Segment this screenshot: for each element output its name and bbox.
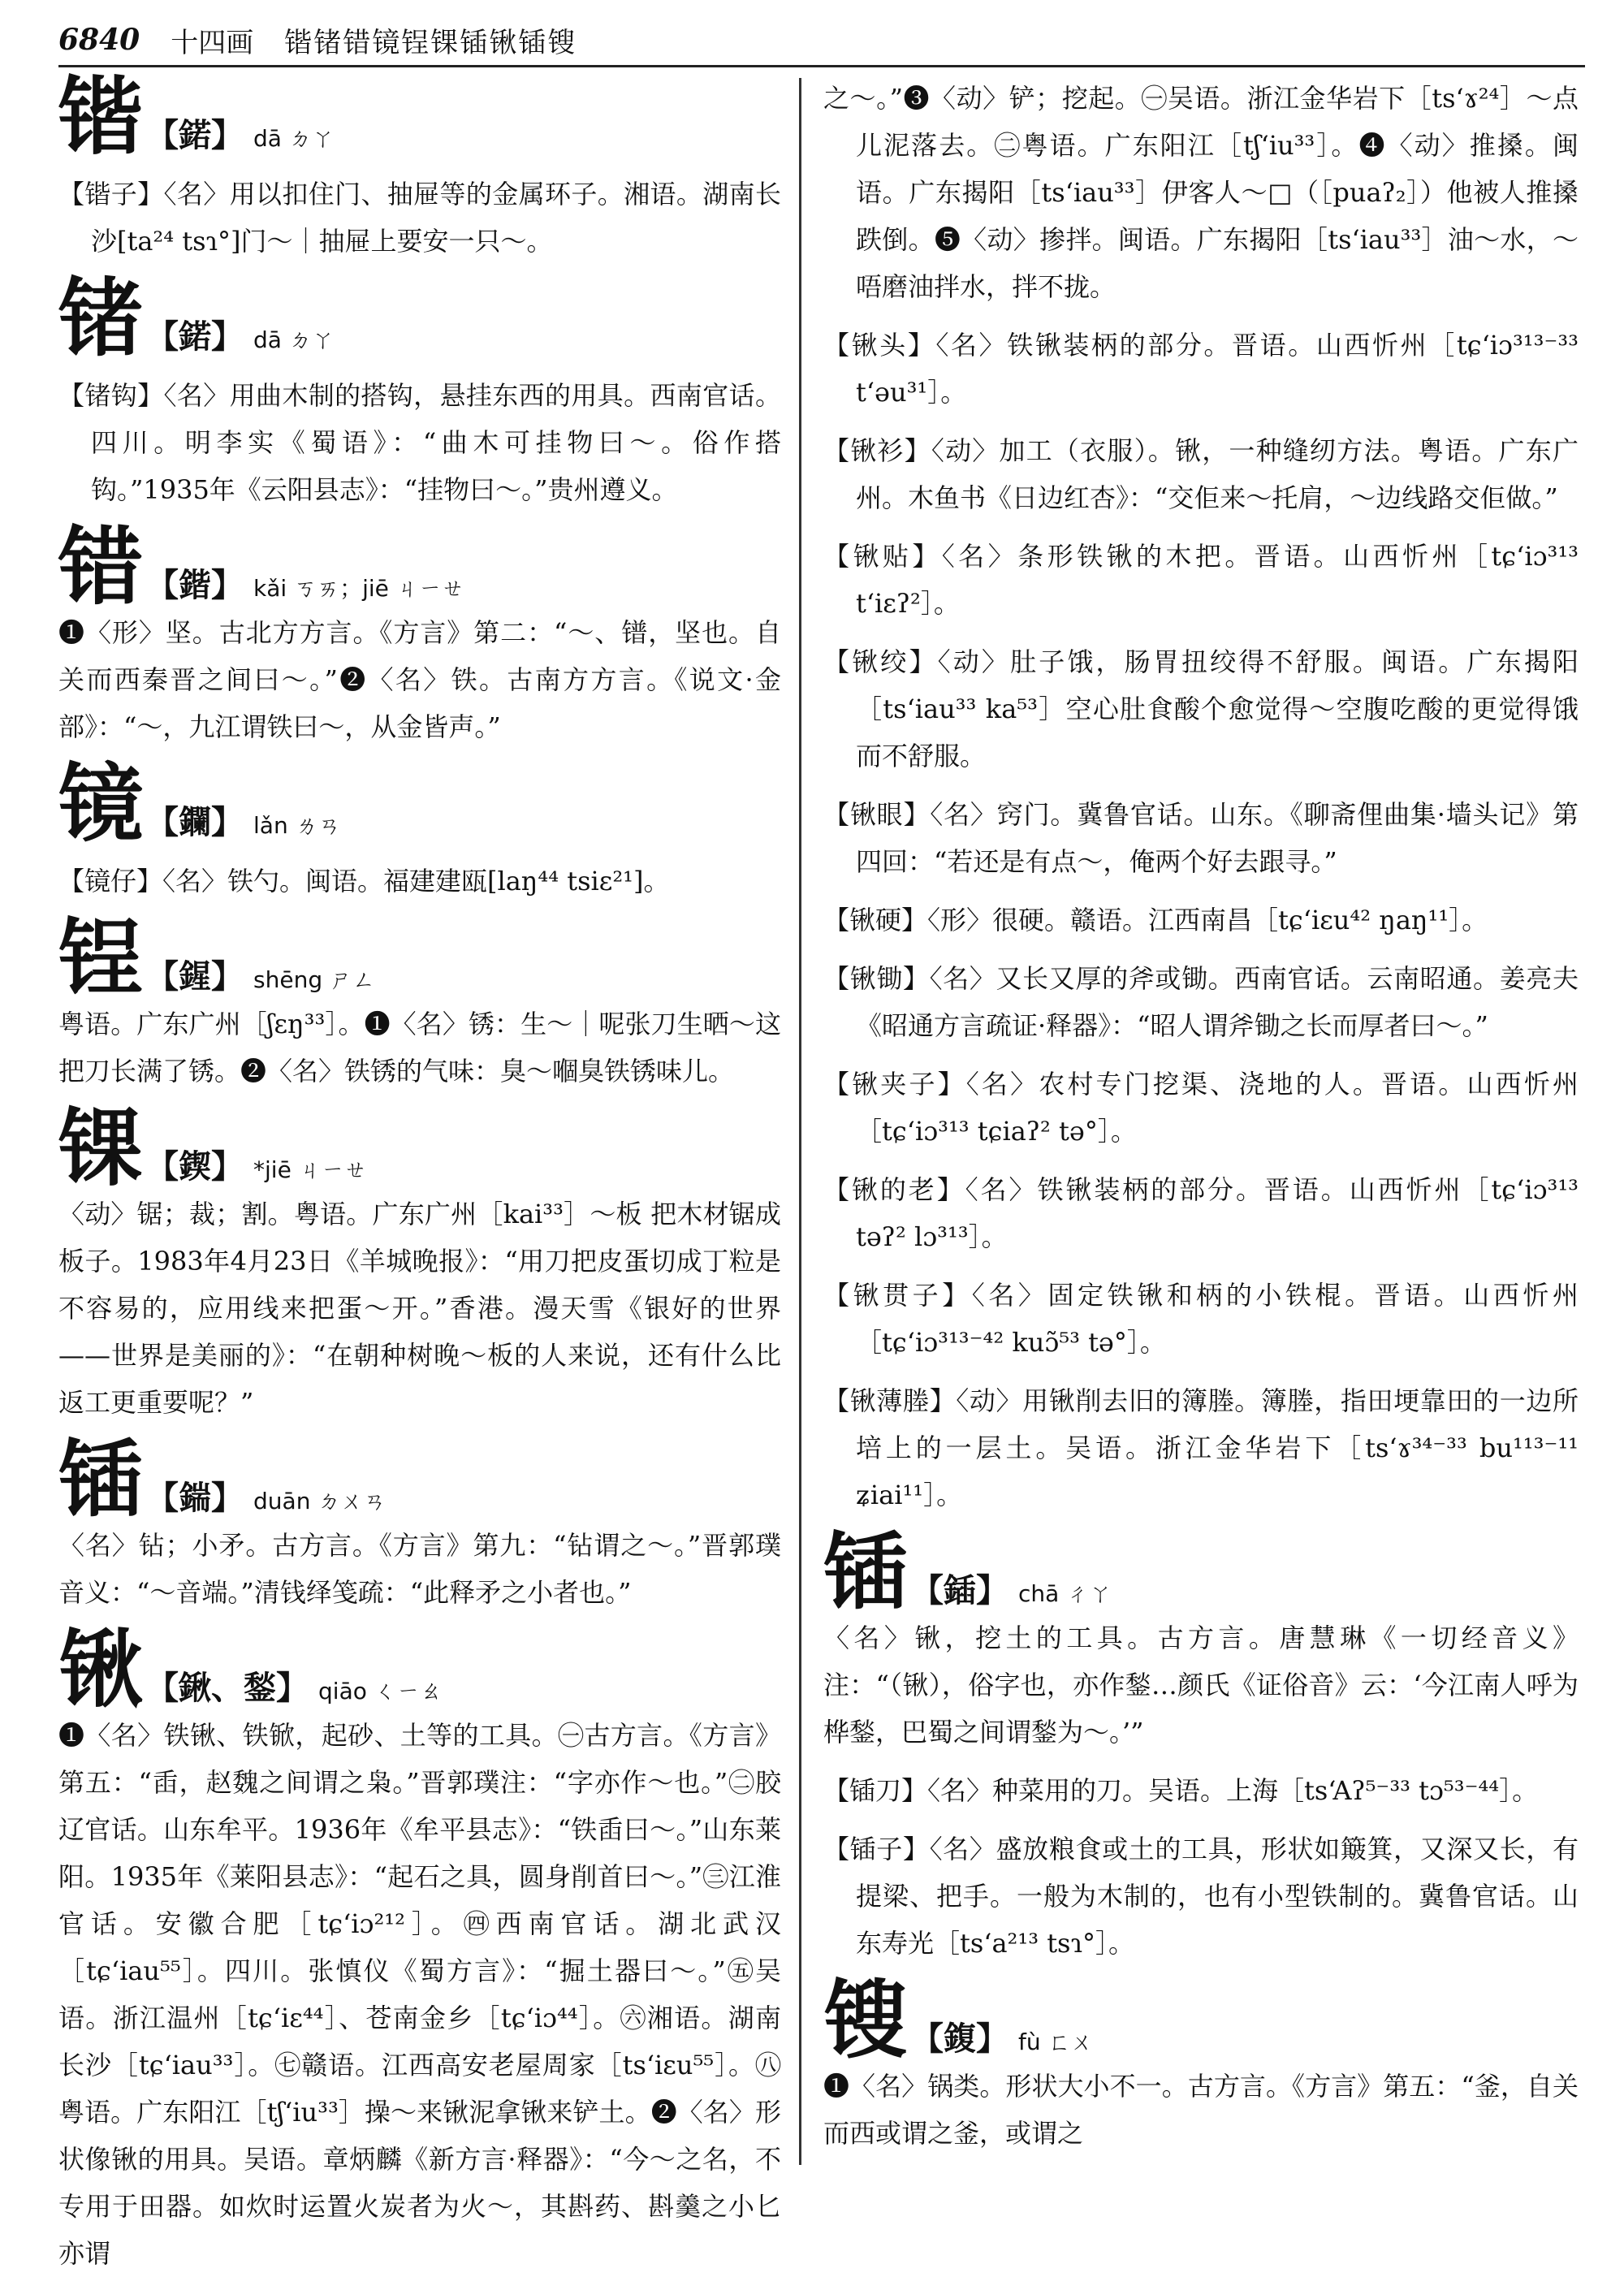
headword-character: 锃 (58, 908, 144, 1008)
compound-entry: 【锹贯子】〈名〉固定铁锹和柄的小铁棍。晋语。山西忻州［tɕʻiɔ³¹³⁻⁴² kuɔ̃⁵³ tə°］。 (823, 1280, 1579, 1358)
traditional-form: 【鍇】 (146, 566, 244, 604)
compound-entry: 之～。”❸〈动〉铲；挖起。㊀吴语。浙江金华岩下［tsʻɤ²⁴］～点儿泥落去。㊁粤语。广东阳江［tʃʻiu³³］。❹〈动〉推搡。闽语。广东揭阳［tsʻiau³³］伊客人～□（［puaʔ₂］）他被人推搡跌倒。❺〈动〉掺拌。闽语。广东揭阳［tsʻiau³³］油～水，～唔磨油拌水，拌不拢。 (823, 83, 1579, 302)
right-entry (823, 897, 1579, 944)
right-entry (823, 1272, 1579, 1366)
right-entry (823, 1522, 1579, 1756)
compound-entry: 【锹夹子】〈名〉农村专门挖渠、浇地的人。晋语。山西忻州［tɕʻiɔ³¹³ tɕiaʔ² tə°］。 (823, 1069, 1579, 1147)
pinyin-reading: dā ㄉㄚ (253, 125, 335, 152)
left-entry (58, 1619, 781, 2277)
headword-line (823, 1522, 1579, 1622)
definition-text: 〈名〉钻；小矛。古方言。《方言》第九：“钻谓之～。”晋郭璞音义：“～音端。”清钱绎笺疏：“此释矛之小者也。” (58, 1530, 781, 1608)
headword-line (58, 516, 781, 616)
compound-entry: 【锸子】〈名〉盛放粮食或土的工具，形状如簸箕，又深又长，有提梁、把手。一般为木制的，也有小型铁制的。冀鲁官话。山东寿光［tsʻa²¹³ tsɿ°］。 (823, 1834, 1579, 1959)
right-entry (823, 1377, 1579, 1519)
compound-entry: 【锹眼】〈名〉窍门。冀鲁官话。山东。《聊斋俚曲集·墙头记》第四回：“若还是有点～，俺两个好去跟寻。” (823, 799, 1579, 877)
definition-text: ❶〈名〉锅类。形状大小不一。古方言。《方言》第五：“釜，自关而西或谓之釜，或谓之 (823, 2071, 1579, 2149)
headword-character: 锴 (58, 67, 144, 166)
compound-entry: 【锹贴】〈名〉条形铁锹的木把。晋语。山西忻州［tɕʻiɔ³¹³ tʻiɛʔ²］。 (823, 541, 1579, 619)
headword-character: 锹 (58, 1619, 144, 1719)
traditional-form: 【鍩】 (146, 116, 244, 154)
right-entry (823, 427, 1579, 521)
right-entry (823, 75, 1579, 310)
compound-entry: 【锹衫】〈动〉加工（衣服）。锹，一种缝纫方法。粤语。广东广州。木鱼书《日边红杏》：“交佢来～托肩，～边线路交佢做。” (823, 435, 1579, 513)
compound-entry: 【锸刀】〈名〉种菜用的刀。吴语。上海［tsʻAʔ⁵⁻³³ tɔ⁵³⁻⁴⁴］。 (823, 1775, 1539, 1806)
traditional-form: 【鍥】 (146, 1147, 244, 1186)
left-entry (58, 268, 781, 368)
compound-entry: 【锹锄】〈名〉又长又厚的斧或锄。西南官话。云南昭通。姜亮夫《昭通方言疏证·释器》：“昭人谓斧锄之长而厚者曰～。” (823, 963, 1579, 1041)
left-entry (58, 1429, 781, 1616)
left-entry (58, 171, 781, 265)
headword-character: 锗 (58, 268, 144, 368)
compound-entry: 【锹绞】〈动〉肚子饿，肠胃扭绞得不舒服。闽语。广东揭阳［tsʻiau³³ ka⁵³］空心肚食酸个愈觉得～空腹吃酸的更觉得饿而不舒服。 (823, 646, 1579, 771)
headword-character: 锸 (58, 1429, 144, 1529)
pinyin-reading: dā ㄉㄚ (253, 326, 335, 353)
headword-character: 错 (58, 516, 144, 616)
left-entry (58, 372, 781, 513)
pinyin-reading: duān ㄉㄨㄢ (253, 1488, 387, 1514)
headword-character: 锼 (823, 1970, 909, 2070)
pinyin-reading: chā ㄔㄚ (1018, 1580, 1112, 1607)
headword-line (58, 268, 781, 368)
pinyin-reading: kǎi ㄎㄞ；jiē ㄐㄧㄝ (253, 575, 464, 602)
left-entry (58, 754, 781, 853)
traditional-form: 【鍴】 (146, 1479, 244, 1517)
definition-text: ❶〈形〉坚。古北方方言。《方言》第二：“～、镨，坚也。自关而西秦晋之间曰～。”❷〈名〉铁。古南方方言。《说文·金部》：“～，九江谓铁曰～，从金皆声。” (58, 617, 781, 742)
headword-line (58, 67, 781, 166)
right-entry (823, 955, 1579, 1049)
right-entry (823, 533, 1579, 627)
header-characters: 锴锗错镜锃锞锸锹锸锼 (284, 26, 577, 59)
pinyin-reading: qiāo ㄑㄧㄠ (318, 1678, 443, 1705)
pinyin-reading: *jiē ㄐㄧㄝ (253, 1156, 367, 1183)
compound-entry: 【锗钩】〈名〉用曲木制的搭钩，悬挂东西的用具。西南官话。四川。明李实《蜀语》：“曲木可挂物曰～。俗作搭钩。”1935年《云阳县志》：“挂物曰～。”贵州遵义。 (58, 380, 781, 505)
headword-line (58, 1619, 781, 1719)
right-entry (823, 1970, 1579, 2157)
traditional-form: 【鍬、鍫】 (146, 1669, 309, 1707)
right-entry (823, 638, 1579, 780)
compound-entry: 【锹的老】〈名〉铁锹装柄的部分。晋语。山西忻州［tɕʻiɔ³¹³ təʔ² lɔ³¹³］。 (823, 1174, 1579, 1252)
headword-line (823, 1970, 1579, 2070)
column-divider (799, 78, 801, 2165)
traditional-form: 【鍟】 (146, 957, 244, 996)
traditional-form: 【鑭】 (146, 803, 244, 841)
compound-entry: 【镜仔】〈名〉铁勺。闽语。福建建瓯[laŋ⁴⁴ tsiɛ²¹]。 (58, 866, 670, 897)
definition-text: ❶〈名〉铁锹、铁锨，起砂、土等的工具。㊀古方言。《方言》第五：“臿，赵魏之间谓之枭。”晋郭璞注：“字亦作～也。”㊁胶辽官话。山东牟平。1936年《牟平县志》：“铁臿曰～。”山东莱阳。1935年《莱阳县志》：“起石之具，圆身削首曰～。”㊂江淮官话。安徽合肥［tɕʻiɔ²¹²］。㊃西南官话。湖北武汉［tɕʻiau⁵⁵］。四川。张慎仪《蜀方言》：“掘土器曰～。”㊄吴语。浙江温州［tɕʻiɛ⁴⁴］、苍南金乡［tɕʻiɔ⁴⁴］。㊅湘语。湖南长沙［tɕʻiau³³］。㊆赣语。江西高安老屋周家［tsʻiɛu⁵⁵］。㊇粤语。广东阳江［tʃʻiu³³］操～来锹泥拿锹来铲土。❷〈名〉形状像锹的用具。吴语。章炳麟《新方言·释器》：“今～之名，不专用于田器。如炊时运置火炭者为火～，其斟药、斟羹之小匕亦谓 (58, 1720, 781, 2269)
section-label: 十四画 (171, 26, 254, 59)
traditional-form: 【鍤】 (911, 1571, 1009, 1609)
page-number: 6840 (58, 23, 140, 57)
left-column (58, 67, 781, 2269)
headword-line (58, 1429, 781, 1529)
traditional-form: 【鍩】 (146, 318, 244, 356)
headword-line (58, 754, 781, 853)
page-header (58, 15, 1585, 67)
headword-character: 锞 (58, 1098, 144, 1198)
right-column (823, 75, 1579, 2178)
left-entry (58, 858, 781, 905)
pinyin-reading: shēng ㄕㄥ (253, 966, 375, 993)
compound-entry: 【锹头】〈名〉铁锹装柄的部分。晋语。山西忻州［tɕʻiɔ³¹³⁻³³ tʻəu³¹］。 (823, 330, 1579, 408)
pinyin-reading: lǎn ㄌㄢ (253, 812, 341, 839)
headword-line (58, 1098, 781, 1198)
left-entry (58, 67, 781, 166)
compound-entry: 【锹硬】〈形〉很硬。赣语。江西南昌［tɕʻiɛu⁴² ŋaŋ¹¹］。 (823, 905, 1488, 935)
left-entry (58, 516, 781, 750)
right-entry (823, 1166, 1579, 1260)
pinyin-reading: fù ㄈㄨ (1018, 2029, 1094, 2055)
compound-entry: 【锹薄塍】〈动〉用锹削去旧的簿塍。簿塍，指田埂靠田的一边所培上的一层土。吴语。浙江金华岩下［tsʻɤ³⁴⁻³³ bu¹¹³⁻¹¹ ʑiai¹¹］。 (823, 1385, 1579, 1510)
headword-character: 镜 (58, 754, 144, 853)
definition-text: 〈名〉锹，挖土的工具。古方言。唐慧琳《一切经音义》注：“（锹），俗字也，亦作鍫…颜氏《证俗音》云：‘今江南人呼为桦鍫，巴蜀之间谓鍫为～。’” (823, 1622, 1579, 1748)
headword-line (58, 908, 781, 1008)
definition-text: 〈动〉锯；裁；割。粤语。广东广州［kai³³］～板 把木材锯成板子。1983年4月23日《羊城晚报》：“用刀把皮蛋切成丁粒是不容易的，应用线来把蛋～开。”香港。漫天雪《银好的世界——世界是美丽的》：“在朝种树晚～板的人来说，还有什么比返工更重要呢？” (58, 1199, 781, 1418)
compound-entry: 【锴子】〈名〉用以扣住门、抽屉等的金属环子。湘语。湖南长沙[ta²⁴ tsɿ°]门～｜抽屉上要安一只～。 (58, 179, 781, 257)
right-entry (823, 322, 1579, 416)
right-entry (823, 1061, 1579, 1155)
definition-text: 粤语。广东广州［ʃɛŋ³³］。❶〈名〉锈：生～｜呢张刀生晒～这把刀长满了锈。❷〈名〉铁锈的气味：臭～嗰臭铁锈味儿。 (58, 1009, 781, 1087)
right-entry (823, 791, 1579, 885)
left-entry (58, 1098, 781, 1426)
left-entry (58, 908, 781, 1095)
right-entry (823, 1767, 1579, 1814)
right-entry (823, 1825, 1579, 1967)
traditional-form: 【鍑】 (911, 2020, 1009, 2058)
headword-character: 锸 (823, 1522, 909, 1622)
